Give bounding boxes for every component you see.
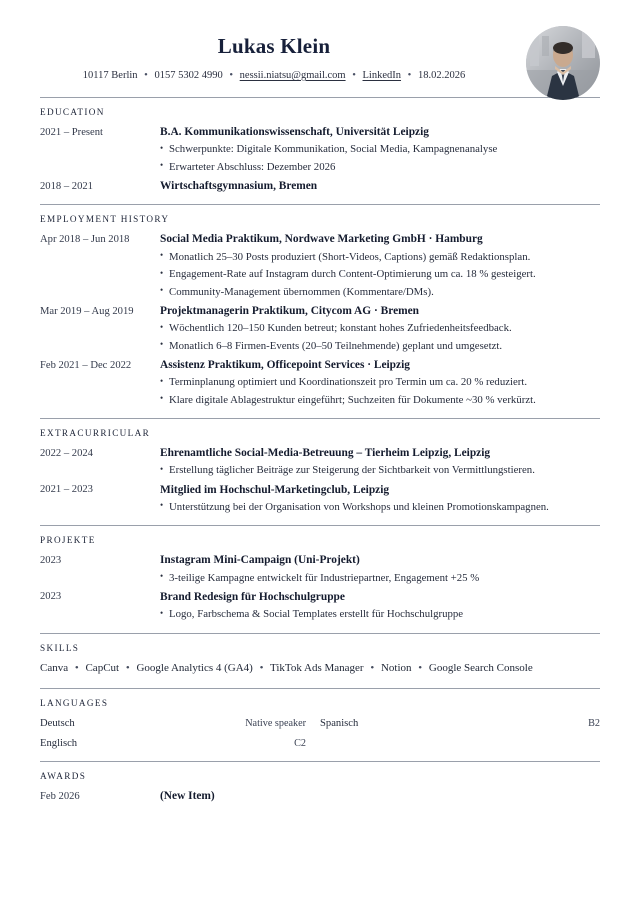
spacer <box>40 626 600 633</box>
employment-entry <box>40 357 600 411</box>
entry-body <box>160 124 600 176</box>
entry-body <box>160 445 600 480</box>
bullet-item: • Klare digitale Ablagestruktur eingeführt; Suchzeiten für Dokumente ~30 % verkürzt. <box>160 392 600 409</box>
language-level: Native speaker <box>245 718 306 730</box>
bullet-item: • Monatlich 6–8 Firmen-Events (20–50 Teilnehmende) geplant und umgesetzt. <box>160 338 600 355</box>
entry-title: Instagram Mini-Campaign (Uni-Projekt) <box>160 554 360 567</box>
entry-date: 2021 – 2023 <box>40 484 93 496</box>
language-cell <box>40 715 320 733</box>
skill-separator: • <box>259 661 264 674</box>
skill-item: Notion <box>380 661 412 674</box>
section-title-projekte: PROJEKTE <box>40 535 96 546</box>
contact-email-link[interactable]: nessii.niatsu@gmail.com <box>239 69 346 81</box>
entry-date: 2023 <box>40 591 62 603</box>
skill-separator: • <box>125 661 130 674</box>
section-title-employment: EMPLOYMENT HISTORY <box>40 214 170 225</box>
page-title: Lukas Klein <box>217 34 331 58</box>
entry-bullets <box>160 374 600 409</box>
language-name: Deutsch <box>40 718 75 730</box>
section-extracurricular <box>40 419 600 525</box>
section-employment-history <box>40 205 600 418</box>
section-skills <box>40 634 600 689</box>
contact-separator: • <box>229 69 234 81</box>
entry-date: Apr 2018 – Jun 2018 <box>40 233 130 245</box>
entry-body <box>160 178 600 195</box>
bullet-item: • Terminplanung optimiert und Koordinationszeit pro Termin um ca. 20 % reduziert. <box>160 374 600 391</box>
contact-separator: • <box>407 69 412 81</box>
language-name: Englisch <box>40 737 78 749</box>
spacer <box>40 197 600 204</box>
skill-separator: • <box>418 661 423 674</box>
bullet-item: • Monatlich 25–30 Posts produziert (Short-Videos, Captions) gemäß Redaktionsplan. <box>160 249 600 266</box>
extracurricular-entry <box>40 445 600 482</box>
resume-header <box>40 0 600 97</box>
language-cell <box>320 715 600 733</box>
language-row <box>40 715 600 735</box>
employment-entry <box>40 231 600 303</box>
entry-date: 2018 – 2021 <box>40 180 93 192</box>
entry-title: Assistenz Praktikum, Officepoint Services · Leipzig <box>160 359 410 372</box>
contact-address: 10117 Berlin <box>82 69 138 81</box>
bullet-item: • Engagement-Rate auf Instagram durch Content-Optimierung um ca. 18 % gesteigert. <box>160 266 600 283</box>
bullet-item: • Unterstützung bei der Organisation von Workshops und kleinen Promotionskampagnen. <box>160 499 600 516</box>
language-level: B2 <box>588 718 600 730</box>
entry-body <box>160 231 600 301</box>
contact-date: 18.02.2026 <box>417 69 466 81</box>
skill-item: Google Search Console <box>428 661 533 674</box>
bullet-item: • Erstellung täglicher Beiträge zur Steigerung der Sichtbarkeit von Vermittlungstieren. <box>160 462 600 479</box>
avatar <box>526 26 600 100</box>
skill-item: CapCut <box>85 661 120 674</box>
section-title-languages: LANGUAGES <box>40 698 109 709</box>
extracurricular-entry <box>40 482 600 519</box>
entry-date: Mar 2019 – Aug 2019 <box>40 305 134 317</box>
employment-entry <box>40 303 600 357</box>
entry-title: Social Media Praktikum, Nordwave Marketing GmbH · Hamburg <box>160 233 483 246</box>
entry-body <box>160 589 600 624</box>
contact-line <box>40 69 508 84</box>
entry-date: 2023 <box>40 554 62 566</box>
section-awards <box>40 762 600 807</box>
language-row <box>40 735 600 755</box>
entry-date: Feb 2026 <box>40 790 80 802</box>
spacer <box>40 754 600 761</box>
entry-title: Mitglied im Hochschul-Marketingclub, Leipzig <box>160 483 390 496</box>
section-education <box>40 98 600 204</box>
entry-date: Feb 2021 – Dec 2022 <box>40 359 132 371</box>
entry-bullets <box>160 499 600 516</box>
header-text-block <box>40 34 600 83</box>
entry-title: Ehrenamtliche Social-Media-Betreuung – Tierheim Leipzig, Leipzig <box>160 447 491 460</box>
entry-title: Projektmanagerin Praktikum, Citycom AG · Bremen <box>160 305 420 318</box>
education-entry <box>40 124 600 178</box>
contact-phone: 0157 5302 4990 <box>154 69 223 81</box>
contact-separator: • <box>352 69 356 81</box>
education-entry <box>40 178 600 197</box>
section-languages <box>40 689 600 761</box>
entry-title: Brand Redesign für Hochschulgruppe <box>160 590 345 603</box>
entry-body <box>160 788 600 805</box>
entry-body <box>160 482 600 517</box>
entry-date: 2021 – Present <box>40 126 103 138</box>
entry-bullets <box>160 249 600 301</box>
projekt-entry <box>40 589 600 626</box>
award-entry <box>40 788 600 807</box>
spacer <box>40 681 600 688</box>
skill-item: Google Analytics 4 (GA4) <box>136 661 253 674</box>
contact-separator: • <box>144 69 148 81</box>
entry-bullets <box>160 462 600 479</box>
section-title-extracurricular: EXTRACURRICULAR <box>40 428 151 439</box>
section-title-awards: AWARDS <box>40 771 87 782</box>
section-title-skills: SKILLS <box>40 642 80 653</box>
portrait-photo-icon <box>526 26 600 100</box>
entry-bullets <box>160 570 600 587</box>
spacer <box>40 411 600 418</box>
entry-body <box>160 303 600 355</box>
skills-list <box>40 660 600 682</box>
entry-title: Wirtschaftsgymnasium, Bremen <box>160 180 318 193</box>
language-level: C2 <box>294 737 306 749</box>
skill-item: TikTok Ads Manager <box>270 661 364 674</box>
entry-body <box>160 357 600 409</box>
entry-body <box>160 552 600 587</box>
bullet-item: • Wöchentlich 120–150 Kunden betreut; konstant hohes Zufriedenheitsfeedback. <box>160 320 600 337</box>
skill-separator: • <box>370 661 375 674</box>
entry-title: B.A. Kommunikationswissenschaft, Universität Leipzig <box>160 126 429 139</box>
bullet-item: • Logo, Farbschema & Social Templates erstellt für Hochschulgruppe <box>160 606 600 623</box>
bullet-item: • 3-teilige Kampagne entwickelt für Industriepartner, Engagement +25 % <box>160 570 600 587</box>
skill-item: Canva <box>40 661 69 674</box>
skill-separator: • <box>74 661 79 674</box>
bullet-item: • Erwarteter Abschluss: Dezember 2026 <box>160 159 600 176</box>
entry-bullets <box>160 141 600 176</box>
entry-title: (New Item) <box>160 790 215 803</box>
section-projekte <box>40 526 600 632</box>
entry-bullets <box>160 606 600 623</box>
language-cell <box>320 735 600 753</box>
spacer <box>40 518 600 525</box>
bullet-item: • Schwerpunkte: Digitale Kommunikation, Social Media, Kampagnenanalyse <box>160 141 600 158</box>
bullet-item: • Community-Management übernommen (Kommentare/DMs). <box>160 284 600 301</box>
contact-linkedin-link[interactable]: LinkedIn <box>362 69 402 81</box>
language-cell <box>40 735 320 753</box>
entry-bullets <box>160 320 600 355</box>
projekt-entry <box>40 552 600 589</box>
entry-date: 2022 – 2024 <box>40 447 93 459</box>
section-title-education: EDUCATION <box>40 107 105 118</box>
language-name: Spanisch <box>320 718 359 730</box>
